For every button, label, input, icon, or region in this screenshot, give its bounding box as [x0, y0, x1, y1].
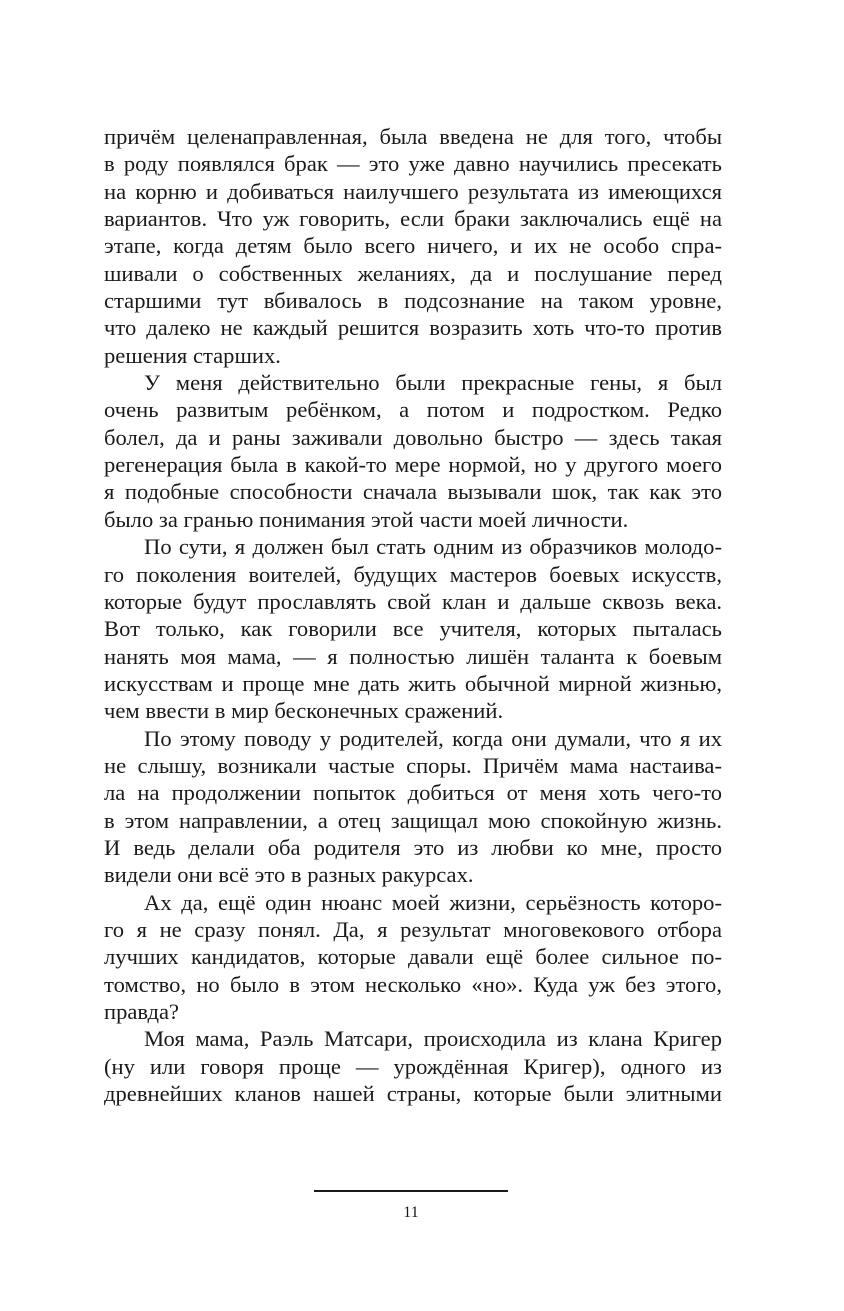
text-line: которые будут прославлять свой клан и дальше сквозь века.	[104, 588, 722, 614]
text-line: го я не сразу понял. Да, я результат многовекового отбора	[104, 916, 722, 942]
text-line: искусствам и проще мне дать жить обычной мирной жизнью,	[104, 670, 722, 696]
text-line: я подобные способности сначала вызывали шок, так как это	[104, 479, 722, 505]
text-line: в роду появлялся брак — это уже давно научились пресекать	[104, 151, 722, 177]
text-line: видели они всё это в разных ракурсах.	[104, 862, 474, 888]
text-line: было за гранью понимания этой части моей личности.	[104, 506, 629, 532]
text-line: нанять моя мама, — я полностью лишён таланта к боевым	[104, 643, 722, 669]
text-line: го поколения воителей, будущих мастеров боевых искусств,	[104, 561, 722, 587]
text-line: томство, но было в этом несколько «но». Куда уж без этого,	[104, 971, 722, 997]
text-line: болел, да и раны заживали довольно быстро — здесь такая	[104, 424, 722, 450]
paragraph-first-line: По этому поводу у родителей, когда они думали, что я их	[144, 725, 722, 751]
text-line: Вот только, как говорили все учителя, которых пыталась	[104, 616, 722, 642]
text-line: шивали о собственных желаниях, да и послушание перед	[104, 260, 722, 286]
text-line: в этом направлении, а отец защищал мою спокойную жизнь.	[104, 807, 722, 833]
text-line: ла на продолжении попыток добиться от меня хоть чего-то	[104, 780, 722, 806]
text-line: правда?	[104, 999, 180, 1024]
text-line: очень развитым ребёнком, а потом и подростком. Редко	[104, 397, 722, 423]
body-text	[104, 123, 722, 1107]
text-line: древнейших кланов нашей страны, которые были элитными	[104, 1081, 722, 1107]
text-line: чем ввести в мир бесконечных сражений.	[104, 698, 504, 724]
text-line: старшими тут вбивалось в подсознание на таком уровне,	[104, 288, 722, 314]
paragraph-first-line: Моя мама, Раэль Матсари, происходила из клана Кригер	[144, 1026, 722, 1052]
paragraph-first-line: Ах да, ещё один нюанс моей жизни, серьёзность которо-	[144, 889, 722, 915]
text-line: вариантов. Что уж говорить, если браки заключались ещё на	[104, 206, 722, 232]
footer-divider	[314, 1190, 508, 1192]
text-line: регенерация была в какой-то мере нормой, но у другого моего	[104, 452, 722, 478]
text-line: решения старших.	[104, 342, 281, 368]
text-line: на корню и добиваться наилучшего результата из имеющихся	[104, 178, 722, 204]
paragraph-first-line: По сути, я должен был стать одним из образчиков молодо-	[144, 534, 722, 560]
page-number: 11	[403, 1204, 419, 1221]
text-line: лучших кандидатов, которые давали ещё более сильное по-	[104, 944, 722, 970]
text-line: не слышу, возникали частые споры. Причём мама настаива-	[104, 752, 722, 778]
text-line: этапе, когда детям было всего ничего, и их не особо спра-	[104, 233, 722, 259]
text-line: причём целенаправленная, была введена не для того, чтобы	[104, 124, 722, 149]
text-line: (ну или говоря проще — урождённая Кригер), одного из	[104, 1053, 722, 1079]
text-line: что далеко не каждый решится возразить хоть что-то против	[104, 315, 722, 341]
text-line: И ведь делали оба родителя это из любви ко мне, просто	[104, 834, 722, 860]
paragraph-first-line: У меня действительно были прекрасные гены, я был	[144, 370, 722, 396]
